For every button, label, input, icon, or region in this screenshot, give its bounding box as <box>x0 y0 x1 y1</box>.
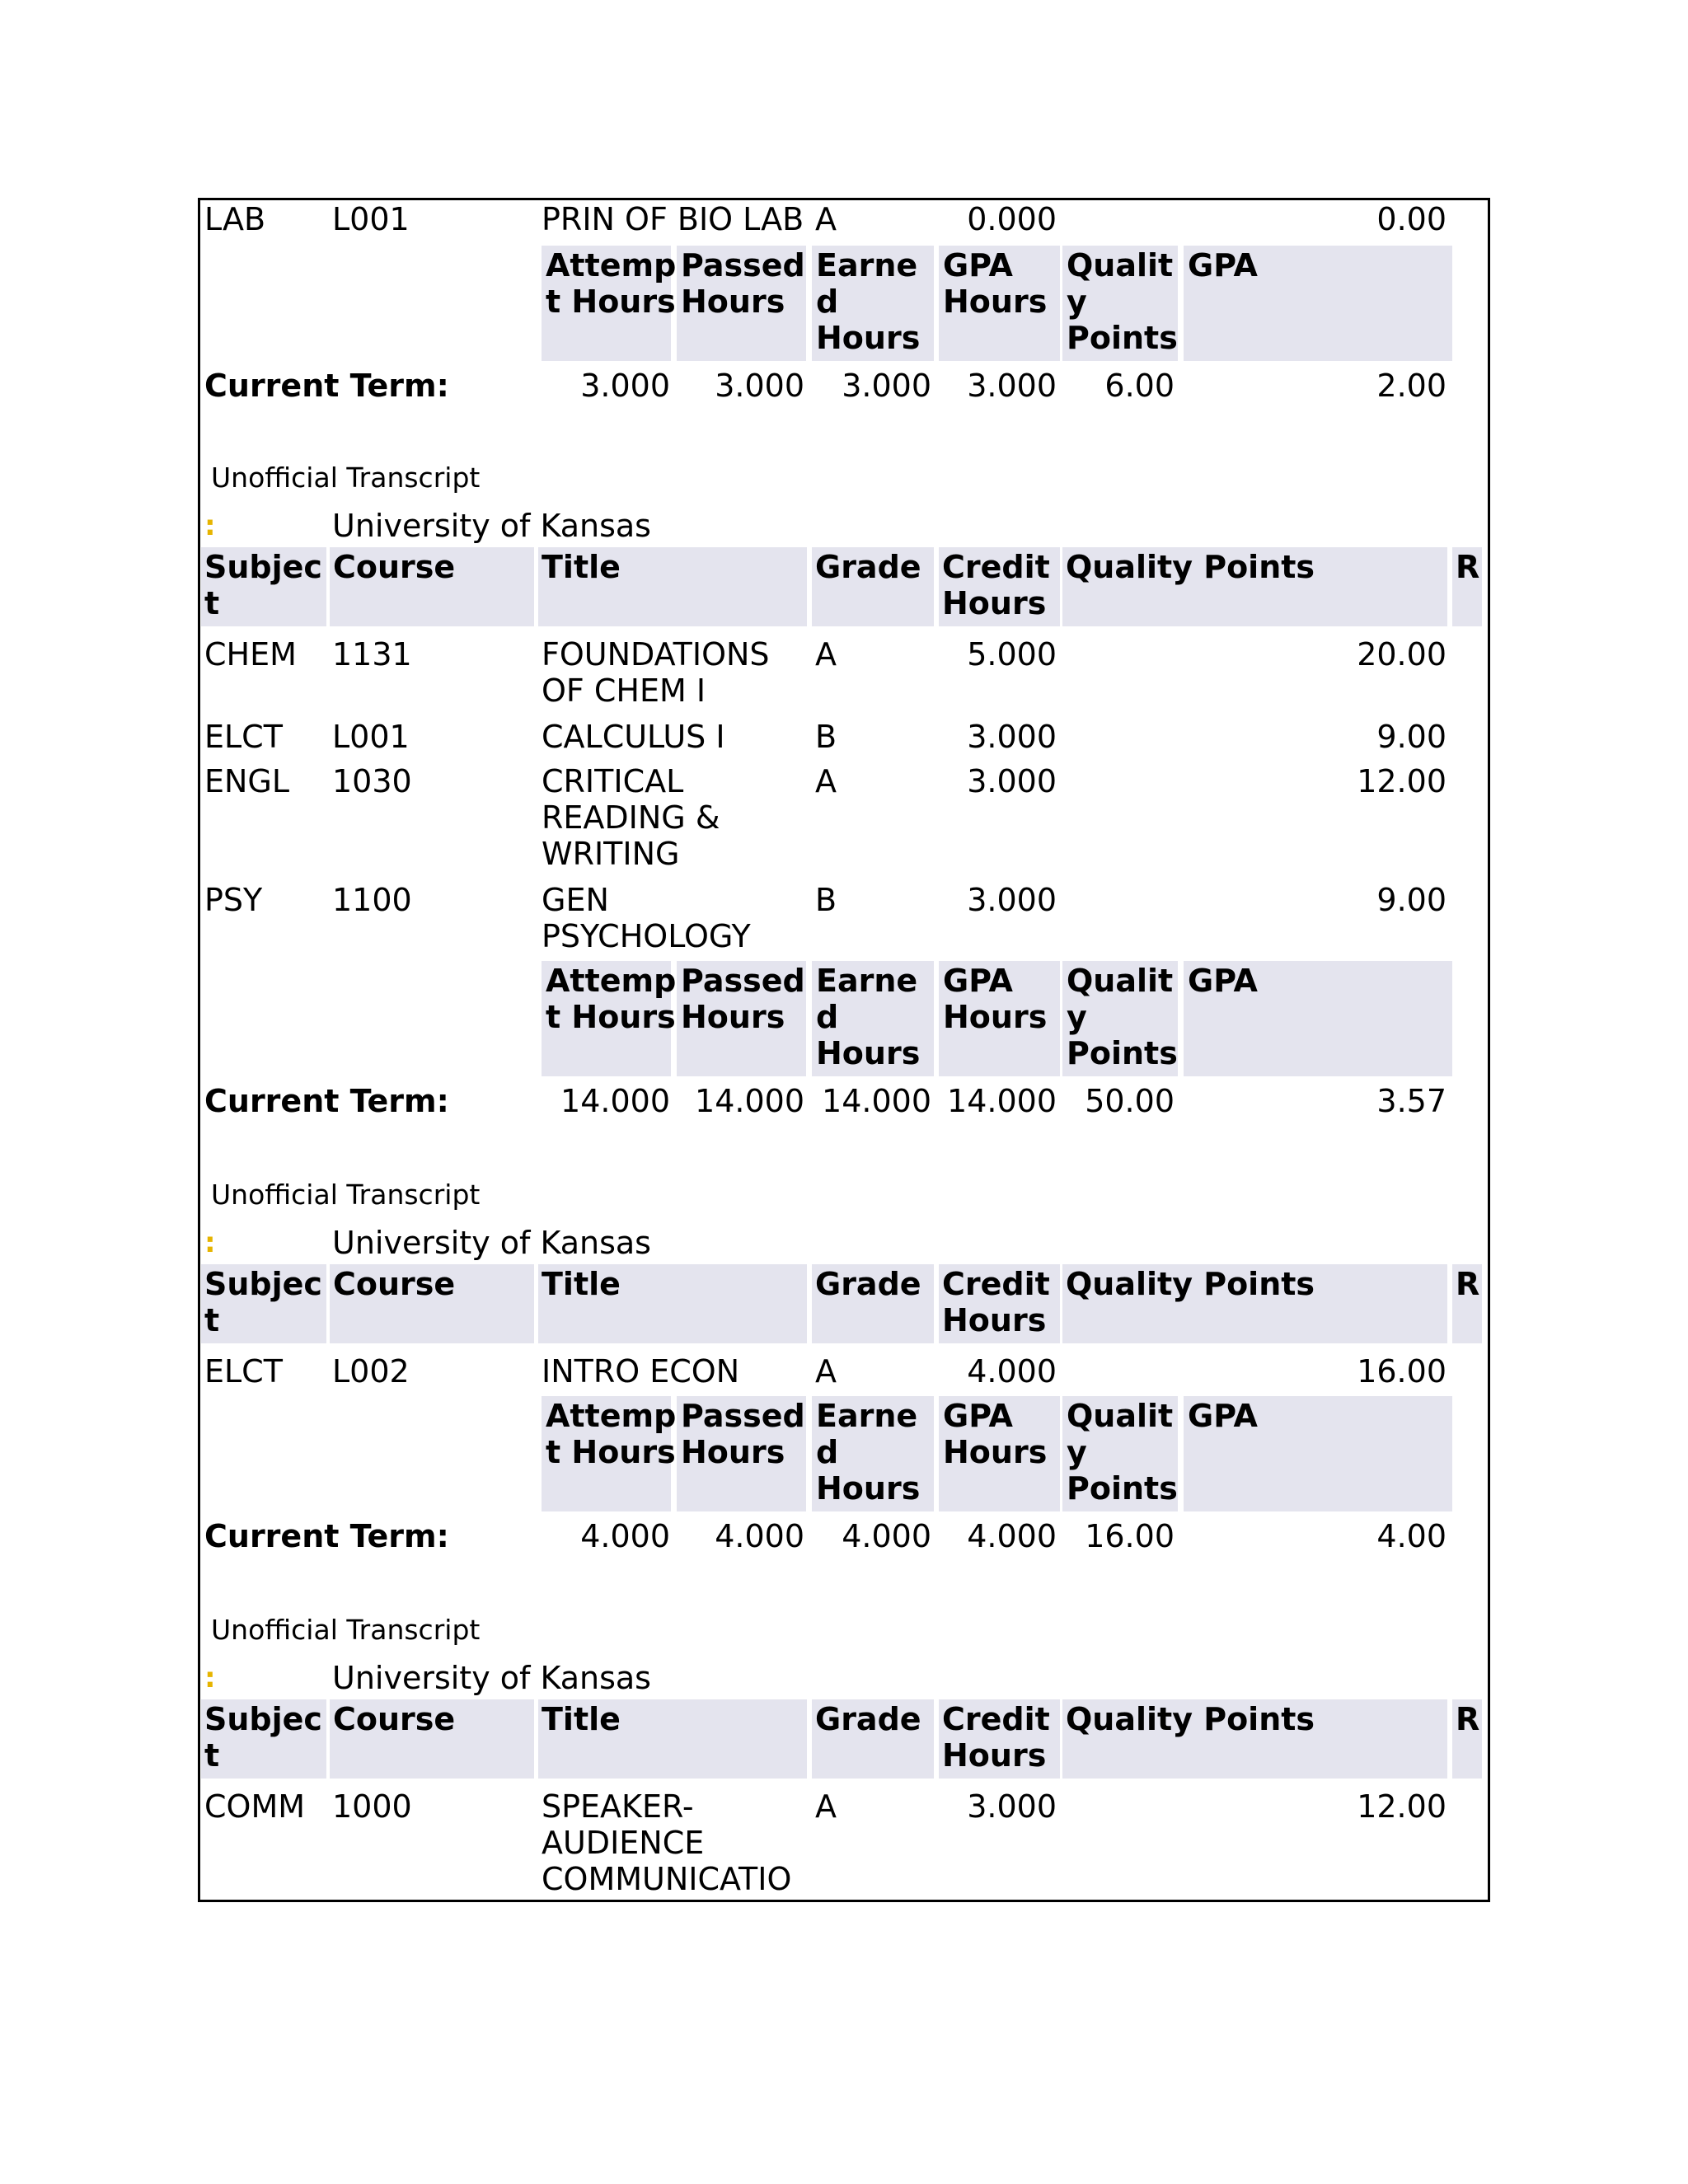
term3-gpa: 4.00 <box>1376 1518 1447 1554</box>
term2-quality-points: 50.00 <box>1085 1083 1175 1119</box>
term2-row-2-subject: ENGL <box>204 763 290 799</box>
term4-row-0-quality-points: 12.00 <box>1357 1788 1447 1825</box>
term2-row-0-title: FOUNDATIONS OF CHEM I <box>542 636 770 709</box>
term2-row-3-grade: B <box>815 882 837 918</box>
term3-course-header-5: Quality Points <box>1066 1266 1315 1302</box>
term3-course-header-1: Course <box>333 1266 456 1302</box>
term1-summary-header-0: Attemp t Hours <box>546 247 677 320</box>
term1-current-term-label: Current Term: <box>204 368 449 404</box>
term2-row-1-course: L001 <box>332 719 410 755</box>
term2-course-header-6: R <box>1456 549 1480 585</box>
term1-summary-header-2: Earne d Hours <box>816 247 921 356</box>
first-row-grade: A <box>815 201 837 237</box>
term2-row-3-subject: PSY <box>204 882 263 918</box>
term2-row-3-title: GEN PSYCHOLOGY <box>542 882 751 954</box>
term1-summary-header-1: Passed Hours <box>681 247 805 320</box>
first-row-title: PRIN OF BIO LAB <box>542 201 804 237</box>
term2-course-header-4: Credit Hours <box>942 549 1050 621</box>
term2-row-3-credit-hours: 3.000 <box>967 882 1057 918</box>
term3-summary-header-0: Attemp t Hours <box>546 1398 677 1470</box>
term1-quality-points: 6.00 <box>1104 368 1175 404</box>
term1-earned-hours: 3.000 <box>842 368 931 404</box>
term4-row-0-title: SPEAKER- AUDIENCE COMMUNICATIO <box>542 1788 792 1897</box>
term2-row-0-credit-hours: 5.000 <box>967 636 1057 673</box>
term4-colon: : <box>204 1661 216 1694</box>
term2-row-1-quality-points: 9.00 <box>1376 719 1447 755</box>
term4-course-header-3: Grade <box>815 1701 921 1737</box>
term3-transcript-label: Unofficial Transcript <box>211 1179 481 1211</box>
term3-attempt-hours: 4.000 <box>580 1518 670 1554</box>
term2-colon: : <box>204 509 216 542</box>
term3-summary-header-5: GPA <box>1188 1398 1258 1434</box>
term2-course-header-0: Subjec t <box>204 549 322 621</box>
term2-course-header-3: Grade <box>815 549 921 585</box>
term2-row-0-grade: A <box>815 636 837 673</box>
term1-summary-header-4: Qualit y Points <box>1067 247 1178 356</box>
term2-row-3-course: 1100 <box>332 882 412 918</box>
term3-row-0-title: INTRO ECON <box>542 1353 740 1390</box>
term4-course-header-6: R <box>1456 1701 1480 1737</box>
term4-transcript-label: Unofficial Transcript <box>211 1614 481 1646</box>
first-row-quality-points: 0.00 <box>1376 201 1447 237</box>
term4-course-header-1: Course <box>333 1701 456 1737</box>
term3-course-header-0: Subjec t <box>204 1266 322 1338</box>
term4-row-0-subject: COMM <box>204 1788 306 1825</box>
term2-attempt-hours: 14.000 <box>560 1083 670 1119</box>
term2-transcript-label: Unofficial Transcript <box>211 462 481 494</box>
term2-row-3-quality-points: 9.00 <box>1376 882 1447 918</box>
term2-summary-header-4: Qualit y Points <box>1067 963 1178 1071</box>
term3-row-0-quality-points: 16.00 <box>1357 1353 1447 1390</box>
term2-summary-header-0: Attemp t Hours <box>546 963 677 1035</box>
term3-summary-header-4: Qualit y Points <box>1067 1398 1178 1507</box>
term2-row-1-subject: ELCT <box>204 719 283 755</box>
term2-passed-hours: 14.000 <box>695 1083 804 1119</box>
term3-current-term-label: Current Term: <box>204 1518 449 1554</box>
term2-current-term-label: Current Term: <box>204 1083 449 1119</box>
term4-institution: University of Kansas <box>332 1660 651 1696</box>
term2-summary-header-5: GPA <box>1188 963 1258 999</box>
term2-earned-hours: 14.000 <box>822 1083 931 1119</box>
term2-row-0-quality-points: 20.00 <box>1357 636 1447 673</box>
term3-row-0-credit-hours: 4.000 <box>967 1353 1057 1390</box>
term2-row-2-quality-points: 12.00 <box>1357 763 1447 799</box>
term3-course-header-6: R <box>1456 1266 1480 1302</box>
term2-row-1-title: CALCULUS I <box>542 719 725 755</box>
term1-attempt-hours: 3.000 <box>580 368 670 404</box>
term2-row-2-credit-hours: 3.000 <box>967 763 1057 799</box>
term2-summary-header-3: GPA Hours <box>943 963 1048 1035</box>
first-row-subject: LAB <box>204 201 266 237</box>
term4-course-header-2: Title <box>542 1701 621 1737</box>
term3-gpa-hours: 4.000 <box>967 1518 1057 1554</box>
term1-passed-hours: 3.000 <box>715 368 804 404</box>
term3-course-header-3: Grade <box>815 1266 921 1302</box>
term3-summary-header-3: GPA Hours <box>943 1398 1048 1470</box>
term2-row-2-grade: A <box>815 763 837 799</box>
term3-summary-header-1: Passed Hours <box>681 1398 805 1470</box>
term3-course-header-2: Title <box>542 1266 621 1302</box>
term2-course-header-5: Quality Points <box>1066 549 1315 585</box>
term3-colon: : <box>204 1226 216 1259</box>
term4-row-0-grade: A <box>815 1788 837 1825</box>
term2-row-0-subject: CHEM <box>204 636 297 673</box>
term4-course-header-0: Subjec t <box>204 1701 322 1774</box>
term2-course-header-1: Course <box>333 549 456 585</box>
term3-earned-hours: 4.000 <box>842 1518 931 1554</box>
term3-quality-points: 16.00 <box>1085 1518 1175 1554</box>
term3-institution: University of Kansas <box>332 1225 651 1261</box>
term3-summary-header-2: Earne d Hours <box>816 1398 921 1507</box>
term3-row-0-course: L002 <box>332 1353 410 1390</box>
term4-row-0-credit-hours: 3.000 <box>967 1788 1057 1825</box>
term1-gpa-hours: 3.000 <box>967 368 1057 404</box>
term4-course-header-5: Quality Points <box>1066 1701 1315 1737</box>
term4-row-0-course: 1000 <box>332 1788 412 1825</box>
term2-gpa: 3.57 <box>1376 1083 1447 1119</box>
term3-row-0-grade: A <box>815 1353 837 1390</box>
term2-row-1-credit-hours: 3.000 <box>967 719 1057 755</box>
first-row-course: L001 <box>332 201 410 237</box>
term2-row-2-course: 1030 <box>332 763 412 799</box>
term4-course-header-4: Credit Hours <box>942 1701 1050 1774</box>
term1-summary-header-5: GPA <box>1188 247 1258 284</box>
term3-row-0-subject: ELCT <box>204 1353 283 1390</box>
term2-row-2-title: CRITICAL READING & WRITING <box>542 763 720 872</box>
first-row-credit-hours: 0.000 <box>967 201 1057 237</box>
term1-gpa: 2.00 <box>1376 368 1447 404</box>
term2-course-header-2: Title <box>542 549 621 585</box>
term3-passed-hours: 4.000 <box>715 1518 804 1554</box>
term2-summary-header-1: Passed Hours <box>681 963 805 1035</box>
term2-row-0-course: 1131 <box>332 636 412 673</box>
term2-row-1-grade: B <box>815 719 837 755</box>
term1-summary-header-3: GPA Hours <box>943 247 1048 320</box>
term2-summary-header-2: Earne d Hours <box>816 963 921 1071</box>
term2-institution: University of Kansas <box>332 508 651 544</box>
term3-course-header-4: Credit Hours <box>942 1266 1050 1338</box>
term2-gpa-hours: 14.000 <box>947 1083 1057 1119</box>
